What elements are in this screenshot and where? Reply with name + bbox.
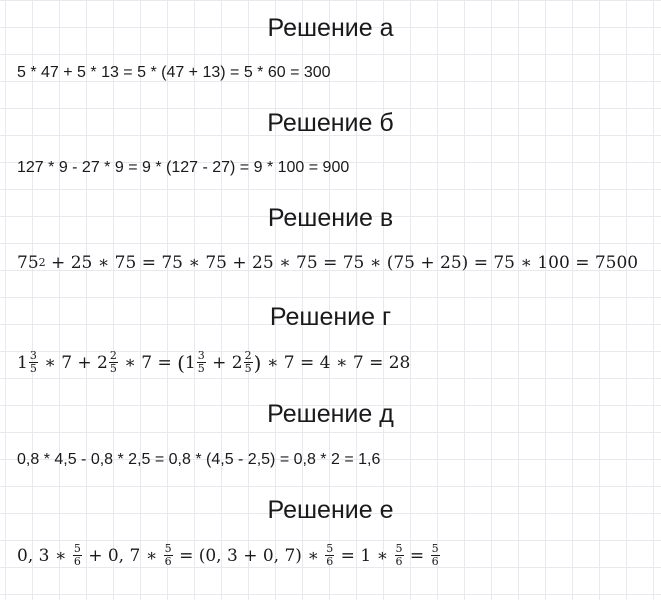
formula-g-whole-1: 1 [17, 352, 28, 373]
formula-g-fraction-3 [197, 350, 206, 375]
formula-e-fraction-4 [395, 543, 404, 568]
heading-v: Решение в [267, 204, 394, 232]
formula-e-fraction-5 [431, 543, 440, 568]
formula-d: 0,8 * 4,5 - 0,8 * 2,5 = 0,8 * (4,5 - 2,5) = 0,8 * 2 = 1,6 [17, 451, 381, 468]
heading-d: Решение д [267, 400, 394, 428]
formula-e-text-1: 0, 3 ∗ [17, 545, 72, 566]
heading-a: Решение а [267, 14, 394, 42]
fraction-numerator: 5 [73, 542, 81, 555]
fraction-denominator: 5 [197, 362, 205, 375]
formula-g-fraction-1 [29, 350, 38, 375]
heading-g: Решение г [269, 303, 392, 331]
formula-v-rest: + 25 ∗ 75 = 75 ∗ 75 + 25 ∗ 75 = 75 ∗ (75 + 25) = 75 ∗ 100 = 7500 [45, 253, 639, 273]
formula-g-text-3: + 2 [206, 352, 243, 373]
formula-g-open-paren: ( [177, 350, 185, 375]
fraction-numerator: 5 [395, 542, 403, 555]
fraction-denominator: 6 [395, 555, 403, 568]
fraction-numerator: 3 [29, 349, 37, 362]
fraction-denominator: 6 [73, 555, 81, 568]
formula-a: 5 * 47 + 5 * 13 = 5 * (47 + 13) = 5 * 60 = 300 [17, 64, 331, 81]
formula-e-text-4: = 1 ∗ [335, 545, 394, 566]
formula-g-whole-2: 1 [184, 352, 196, 373]
formula-e-text-2: + 0, 7 ∗ [82, 545, 163, 566]
fraction-numerator: 2 [109, 349, 117, 362]
fraction-denominator: 5 [29, 362, 37, 375]
formula-g-fraction-2 [109, 350, 118, 375]
formula-e-fraction-1 [73, 543, 82, 568]
fraction-numerator: 3 [197, 349, 205, 362]
formula-e-text-3: = (0, 3 + 0, 7) ∗ [173, 545, 325, 566]
formula-e [17, 543, 441, 568]
fraction-denominator: 6 [164, 555, 172, 568]
formula-g-text-1: ∗ 7 + 2 [38, 352, 108, 373]
heading-b: Решение б [267, 109, 394, 137]
formula-v: 75 2 + 25 ∗ 75 = 75 ∗ 75 + 25 ∗ 75 = 75 ∗ (75 + 25) = 75 ∗ 100 = 7500 [17, 253, 639, 273]
fraction-denominator: 5 [109, 362, 117, 375]
formula-g-fraction-4 [244, 350, 253, 375]
fraction-numerator: 2 [244, 349, 252, 362]
fraction-denominator: 5 [244, 362, 252, 375]
formula-g-close-paren: ) [253, 350, 262, 375]
fraction-numerator: 5 [326, 542, 334, 555]
heading-e: Решение е [267, 496, 394, 524]
fraction-denominator: 6 [431, 555, 439, 568]
formula-b: 127 * 9 - 27 * 9 = 9 * (127 - 27) = 9 * 100 = 900 [17, 159, 350, 176]
fraction-numerator: 5 [164, 542, 172, 555]
fraction-numerator: 5 [431, 542, 439, 555]
formula-e-fraction-2 [164, 543, 173, 568]
fraction-denominator: 6 [326, 555, 334, 568]
formula-g-text-4: ∗ 7 = 4 ∗ 7 = 28 [261, 352, 411, 373]
formula-g-text-2: ∗ 7 = [118, 352, 178, 373]
formula-e-text-5: = [404, 545, 430, 566]
formula-e-fraction-3 [325, 543, 334, 568]
formula-v-base: 75 [17, 253, 39, 273]
formula-g [17, 350, 410, 375]
